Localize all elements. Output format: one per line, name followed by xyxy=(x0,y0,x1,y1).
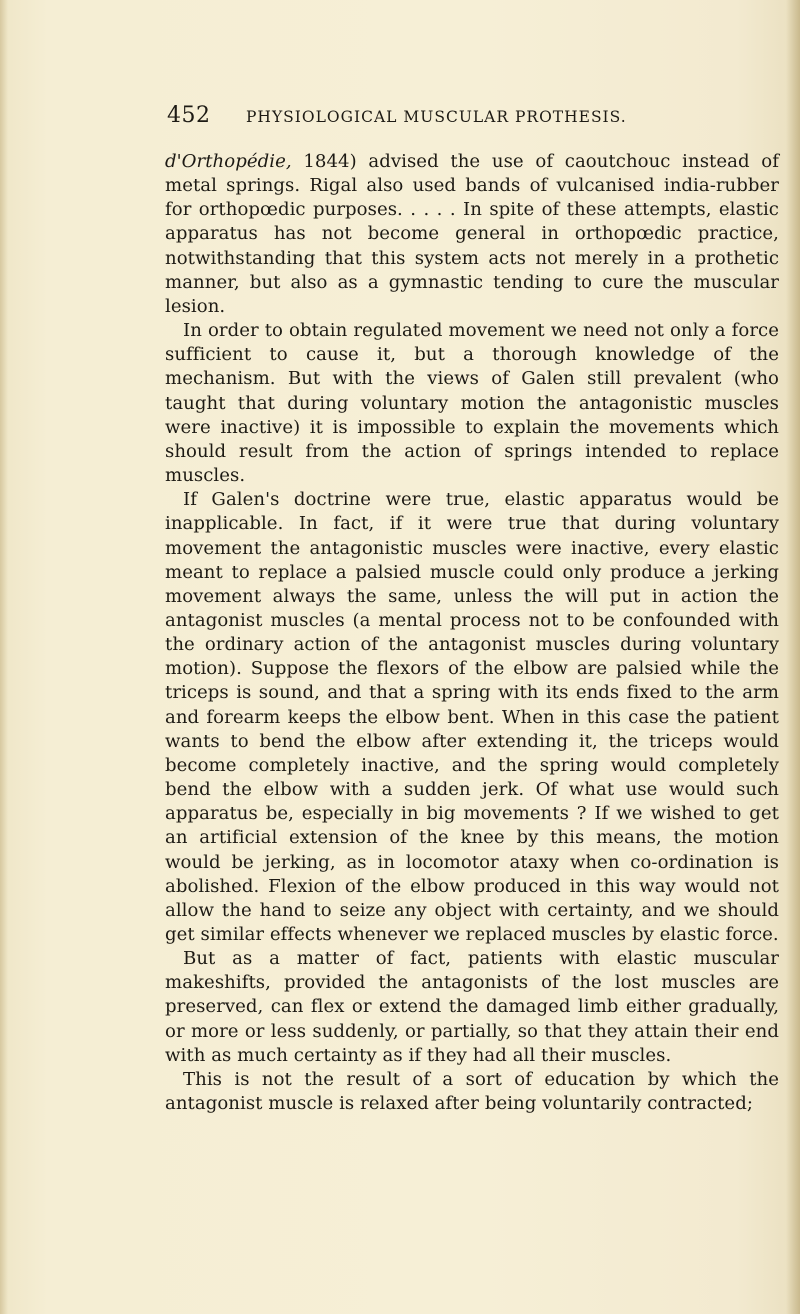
page-left-edge-shadow xyxy=(0,0,8,1314)
page-header xyxy=(167,103,752,133)
paragraph-1-italic-source: d'Orthopédie, xyxy=(165,151,292,172)
paragraph-1 xyxy=(165,150,779,319)
paragraph-4: But as a matter of fact, patients with elastic muscular makeshifts, provided the antagonists of the lost muscles are preserved, can flex or extend the damaged limb either gradually, or more or less suddenly, or partially, so that they attain their end with as much certainty as if they had all their muscles. xyxy=(165,948,779,1066)
body-text xyxy=(165,150,779,1116)
paragraph-2: In order to obtain regulated movement we need not only a force sufficient to cause it, but a thorough knowledge of the mechanism. But with the views of Galen still prevalent (who taught that during voluntary motion the antagonistic muscles were inactive) it is impossible to explain the movements which should result from the action of springs intended to replace muscles. xyxy=(165,320,779,487)
running-head: PHYSIOLOGICAL MUSCULAR PROTHESIS. xyxy=(246,108,627,126)
paragraph-5: This is not the result of a sort of education by which the antagonist muscle is relaxed after being voluntarily contracted; xyxy=(165,1068,779,1115)
paragraph-3: If Galen's doctrine were true, elastic apparatus would be inapplicable. In fact, if it were true that during voluntary movement the antagonistic muscles were inactive, every elastic meant to replace a palsied muscle could only produce a jerking movement always the same, unless the will put in action the antagonist muscles (a mental process not to be confounded with the ordinary action of the antagonist muscles during voluntary motion). Suppose the flexors of the elbow are palsied while the triceps is sound, and that a spring with its ends fixed to the arm and forearm keeps the elbow bent. When in this case the patient wants to bend the elbow after extending it, the triceps would become completely inactive, and the spring would completely bend the elbow with a sudden jerk. Of what use would such apparatus be, especially in big movements ? If we wished to get an artificial extension of the knee by this means, the motion would be jerking, as in locomotor ataxy when co-ordination is abolished. Flexion of the elbow produced in this way would not allow the hand to seize any object with certainty, and we should get similar effects whenever we replaced muscles by elastic force. xyxy=(165,489,779,945)
page-number: 452 xyxy=(167,103,211,128)
paragraph-1-text: 1844) advised the use of caoutchouc instead of metal springs. Rigal also used bands of vulcanised india-rubber for orthopœdic purposes. . . . . In spite of these attempts, elastic apparatus has not become general in orthopœdic practice, notwithstanding that this system acts not merely in a prothetic manner, but also as a gymnastic tending to cure the muscular lesion. xyxy=(165,151,779,317)
page-right-edge-shadow xyxy=(786,0,800,1314)
